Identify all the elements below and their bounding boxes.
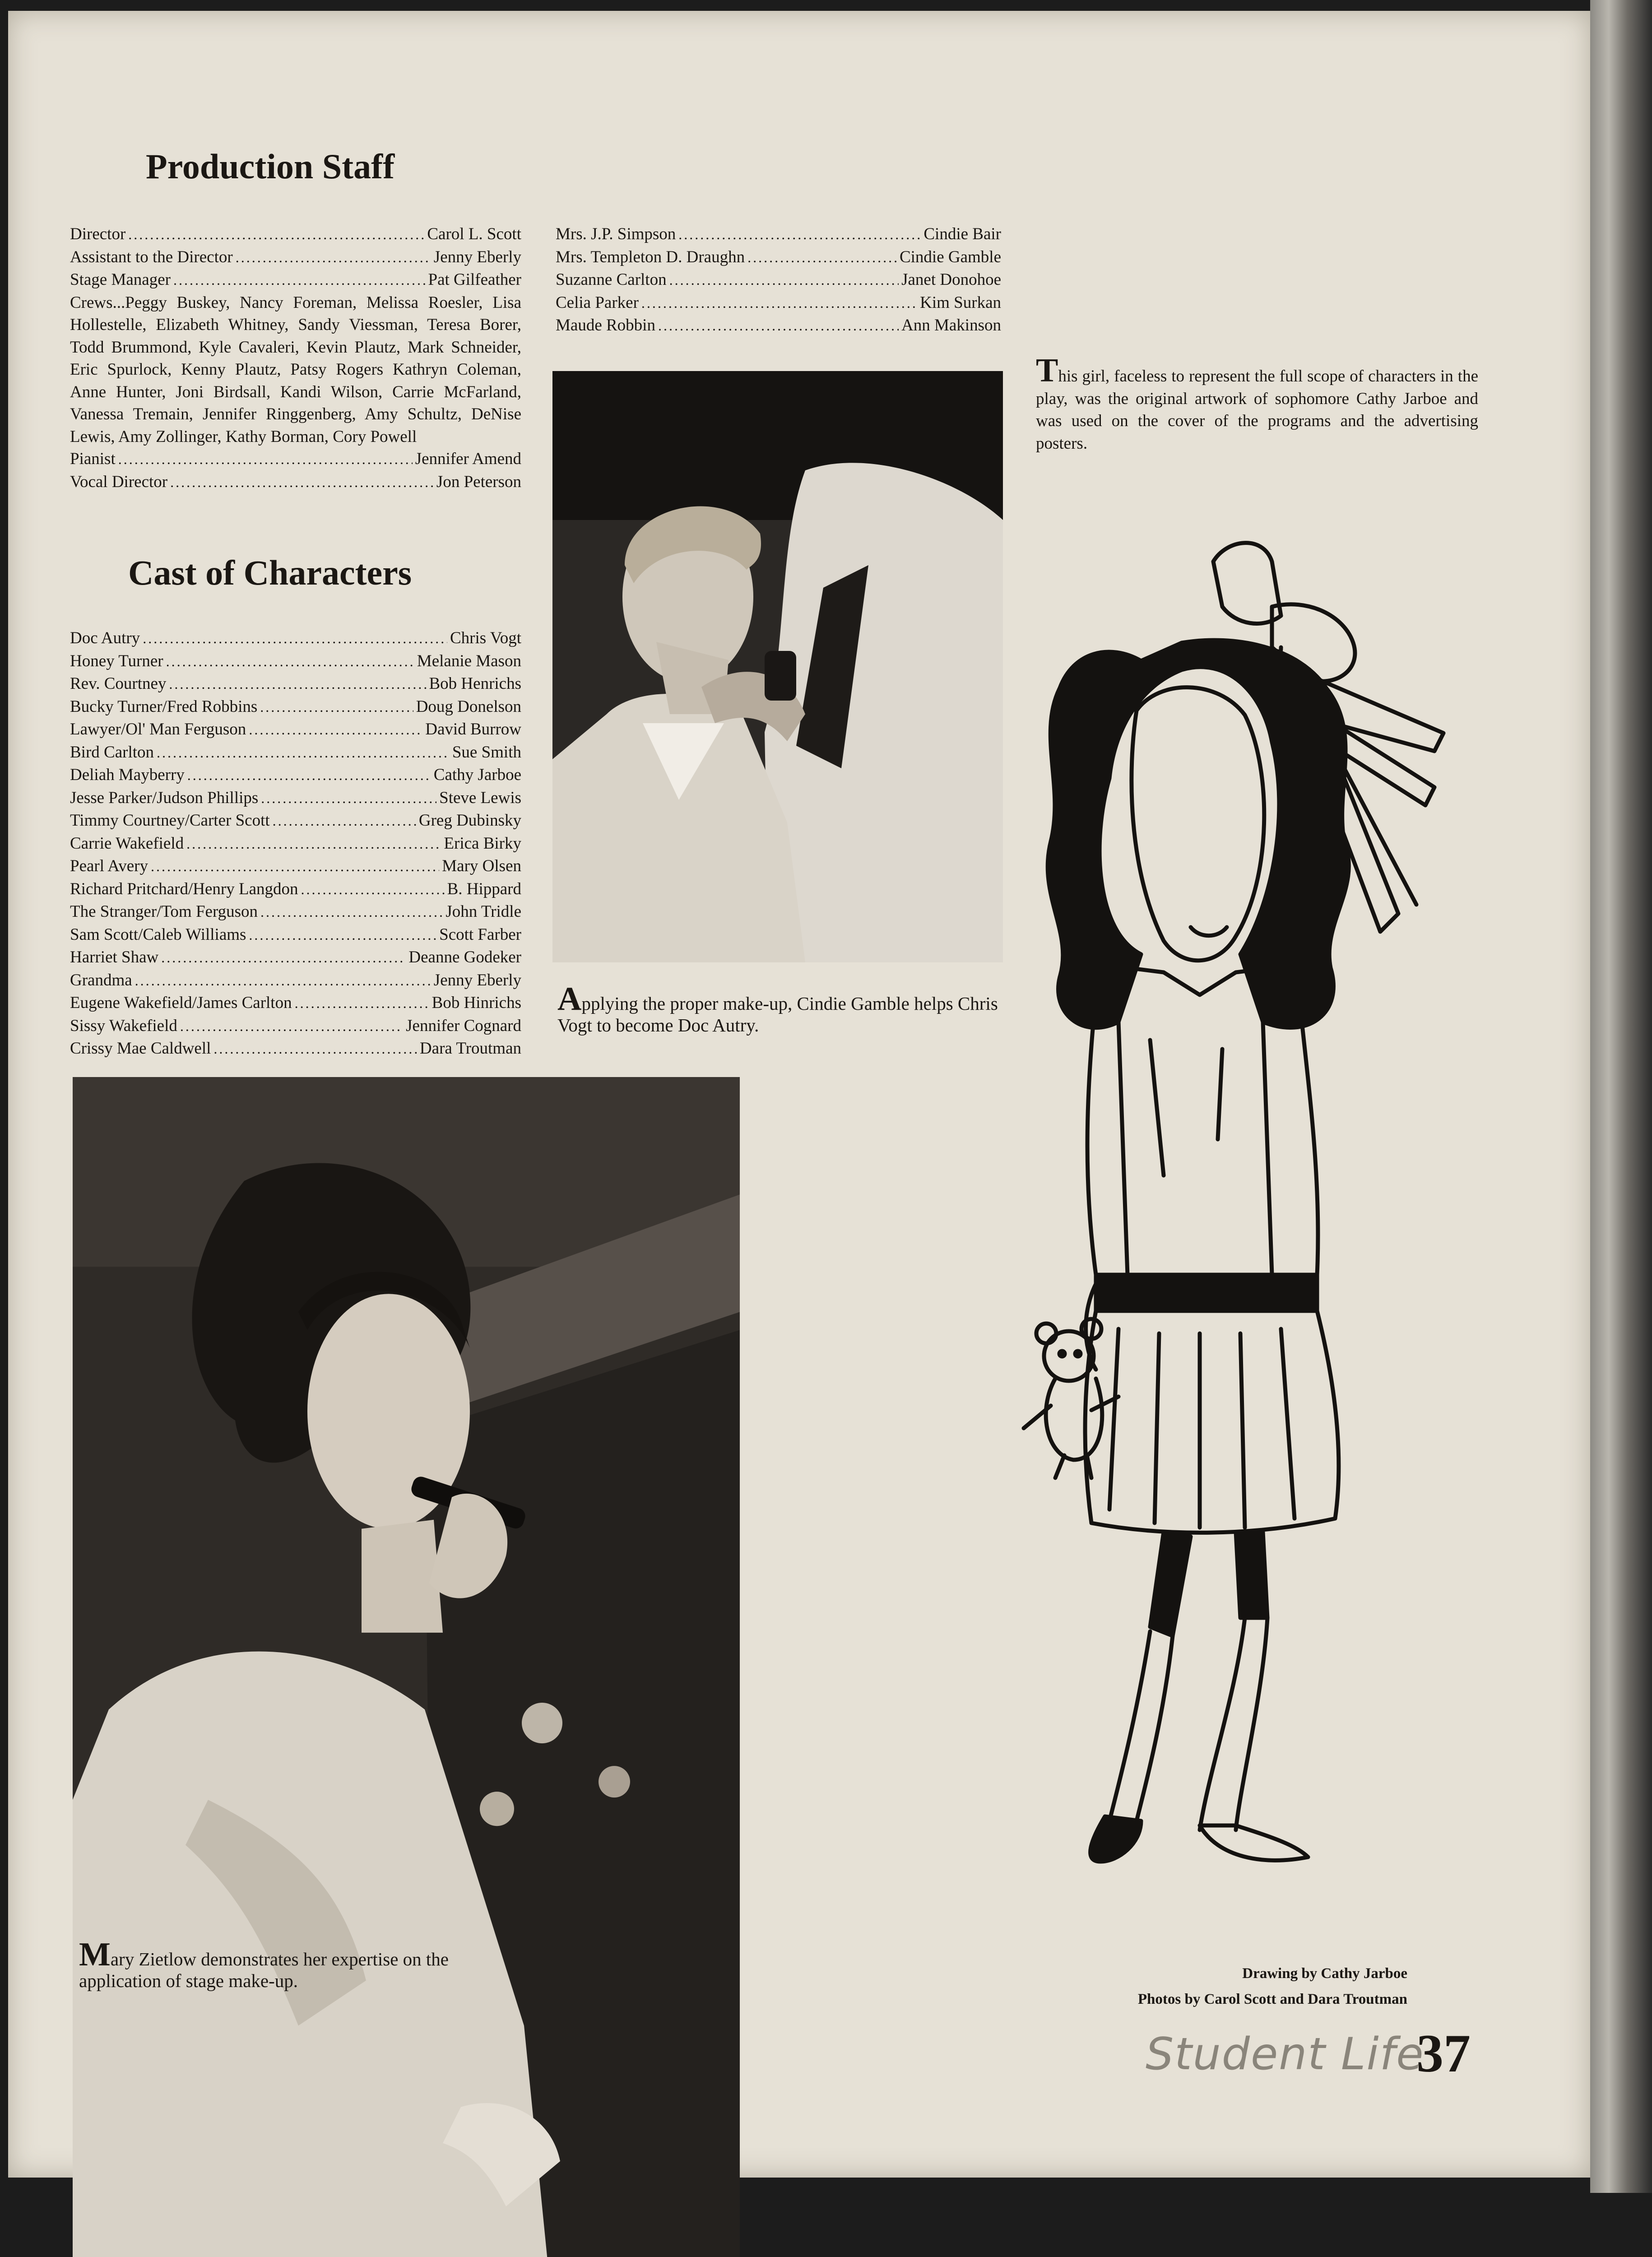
cast-row xyxy=(70,832,521,855)
cast-list-continued xyxy=(556,223,1001,337)
section-label: Student Life xyxy=(1146,2029,1425,2080)
cast-row xyxy=(70,764,521,787)
lipstick-photo-caption xyxy=(79,1936,535,1992)
cast-row xyxy=(70,627,521,650)
staff-credit-row xyxy=(70,448,521,471)
actor-name: Ann Makinson xyxy=(901,316,1001,334)
cast-row xyxy=(70,696,521,719)
character-role: Mrs. J.P. Simpson xyxy=(556,225,676,243)
credit-name: Pat Gilfeather xyxy=(428,270,521,289)
crews-paragraph: Crews...Peggy Buskey, Nancy Foreman, Melissa Roesler, Lisa Hollestelle, Elizabeth Whitney, Sandy Viessman, Teresa Borer, Todd Brummond, Kyle Cavaleri, Kevin Plautz, Mark Schneider, Eric Spurlock, Kenny Plautz, Patsy Rogers Kathryn Coleman, Anne Hunter, Joni Birdsall, Kandi Wilson, Carrie McFarland, Vanessa Tremain, Jennifer Ringgenberg, Amy Schultz, DeNise Lewis, Amy Zollinger, Kathy Borman, Cory Powell xyxy=(70,293,521,446)
character-role: Timmy Courtney/Carter Scott xyxy=(70,811,270,830)
cast-row xyxy=(70,878,521,901)
cast-row xyxy=(70,969,521,992)
character-role: Grandma xyxy=(70,971,132,989)
actor-name: Doug Donelson xyxy=(416,697,521,716)
cast-row xyxy=(70,855,521,878)
caption-text: pplying the proper make-up, Cindie Gamble helps Chris Vogt to become Doc Autry. xyxy=(557,993,998,1036)
yearbook-page xyxy=(8,11,1590,2178)
faceless-girl-drawing xyxy=(947,498,1498,1902)
character-role: Crissy Mae Caldwell xyxy=(70,1039,211,1058)
drawing-caption xyxy=(1036,352,1478,455)
cast-row xyxy=(556,269,1001,292)
actor-name: Cindie Gamble xyxy=(899,247,1001,266)
actor-name: Janet Donohoe xyxy=(901,270,1001,289)
character-role: Lawyer/Ol' Man Ferguson xyxy=(70,720,246,738)
character-role: Sissy Wakefield xyxy=(70,1016,177,1035)
character-role: Deliah Mayberry xyxy=(70,766,185,784)
credit-name: Jennifer Amend xyxy=(415,450,521,468)
actor-name: Bob Hinrichs xyxy=(432,994,521,1012)
cast-row xyxy=(70,741,521,764)
photo-credit: Photos by Carol Scott and Dara Troutman xyxy=(1137,1991,1407,2007)
staff-credit-row xyxy=(70,269,521,292)
character-role: Honey Turner xyxy=(70,651,163,670)
cast-row xyxy=(70,1015,521,1038)
actor-name: Chris Vogt xyxy=(450,629,521,647)
actor-name: Erica Birky xyxy=(444,834,521,853)
credit-role: Pianist xyxy=(70,450,116,468)
character-role: Doc Autry xyxy=(70,629,140,647)
actor-name: Deanne Godeker xyxy=(408,948,521,966)
character-role: Carrie Wakefield xyxy=(70,834,184,853)
drawing-credit: Drawing by Cathy Jarboe xyxy=(1242,1965,1407,1982)
page-number: 37 xyxy=(1416,2023,1471,2083)
credit-role: Stage Manager xyxy=(70,270,171,289)
makeup-photo xyxy=(552,371,1003,962)
character-role: Harriet Shaw xyxy=(70,948,159,966)
character-role: The Stranger/Tom Ferguson xyxy=(70,902,258,921)
actor-name: Greg Dubinsky xyxy=(418,811,521,830)
actor-name: Jennifer Cognard xyxy=(406,1016,521,1035)
caption-initial: A xyxy=(557,980,582,1017)
production-staff-heading: Production Staff xyxy=(146,147,395,186)
actor-name: Melanie Mason xyxy=(417,651,521,670)
caption-initial: M xyxy=(79,1936,111,1973)
caption-text: ary Zietlow demonstrates her expertise on the application of stage make-up. xyxy=(79,1949,449,1991)
character-role: Suzanne Carlton xyxy=(556,270,667,289)
cast-row xyxy=(556,246,1001,269)
actor-name: Jenny Eberly xyxy=(433,971,521,989)
actor-name: B. Hippard xyxy=(447,879,521,898)
cast-row xyxy=(70,809,521,832)
cast-row xyxy=(70,992,521,1015)
character-role: Maude Robbin xyxy=(556,316,655,334)
cast-heading: Cast of Characters xyxy=(128,553,412,592)
credit-name: Jon Peterson xyxy=(436,472,521,491)
actor-name: Cindie Bair xyxy=(923,225,1001,243)
actor-name: John Tridle xyxy=(445,902,521,921)
book-page-edge xyxy=(1590,0,1652,2193)
credit-name: Carol L. Scott xyxy=(427,225,521,243)
cast-row xyxy=(70,1037,521,1060)
actor-name: Sue Smith xyxy=(452,743,521,762)
cast-row xyxy=(70,901,521,924)
cast-row xyxy=(70,673,521,696)
character-role: Rev. Courtney xyxy=(70,674,167,693)
cast-row xyxy=(70,718,521,741)
staff-credit-row xyxy=(70,223,521,246)
character-role: Bucky Turner/Fred Robbins xyxy=(70,697,258,716)
caption-text: his girl, faceless to represent the full scope of characters in the play, was the original artwork of sophomore Cathy Jarboe and was used on the cover of the programs and the advertising posters. xyxy=(1036,367,1478,453)
cast-list xyxy=(70,627,521,1060)
production-staff-list xyxy=(70,223,521,493)
cast-row xyxy=(556,314,1001,337)
credit-name: Jenny Eberly xyxy=(433,247,521,266)
staff-credit-row xyxy=(70,471,521,494)
character-role: Celia Parker xyxy=(556,293,639,312)
character-role: Eugene Wakefield/James Carlton xyxy=(70,994,292,1012)
actor-name: Steve Lewis xyxy=(439,788,521,807)
actor-name: Mary Olsen xyxy=(442,857,521,875)
cast-row xyxy=(556,223,1001,246)
actor-name: David Burrow xyxy=(425,720,521,738)
cast-row xyxy=(70,650,521,673)
character-role: Jesse Parker/Judson Phillips xyxy=(70,788,259,807)
actor-name: Scott Farber xyxy=(439,925,521,944)
actor-name: Bob Henrichs xyxy=(429,674,521,693)
character-role: Richard Pritchard/Henry Langdon xyxy=(70,879,298,898)
cast-row xyxy=(70,787,521,810)
lipstick-photo xyxy=(73,1077,740,2257)
staff-credit-row xyxy=(70,246,521,269)
credit-role: Assistant to the Director xyxy=(70,247,233,266)
character-role: Sam Scott/Caleb Williams xyxy=(70,925,246,944)
makeup-photo-caption xyxy=(557,980,1004,1036)
character-role: Bird Carlton xyxy=(70,743,154,762)
character-role: Pearl Avery xyxy=(70,857,148,875)
cast-row xyxy=(70,946,521,969)
credit-role: Director xyxy=(70,225,126,243)
character-role: Mrs. Templeton D. Draughn xyxy=(556,247,745,266)
cast-row xyxy=(556,292,1001,315)
actor-name: Kim Surkan xyxy=(920,293,1001,312)
caption-initial: T xyxy=(1036,352,1058,389)
cast-row xyxy=(70,924,521,947)
credit-role: Vocal Director xyxy=(70,472,168,491)
actor-name: Dara Troutman xyxy=(419,1039,521,1058)
actor-name: Cathy Jarboe xyxy=(433,766,521,784)
